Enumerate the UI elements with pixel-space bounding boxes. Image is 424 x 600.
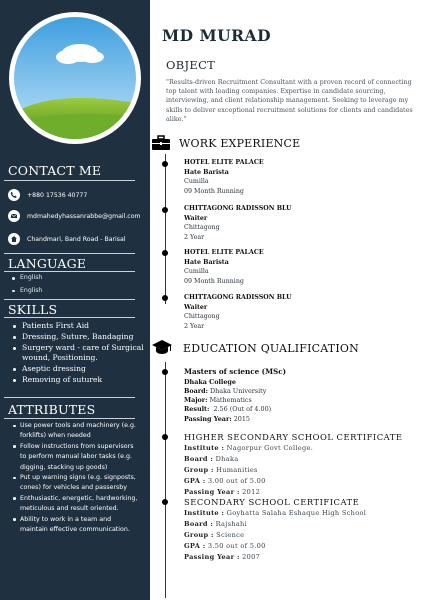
job-role: Hate Barista [184, 258, 229, 266]
timeline-dot [162, 250, 168, 256]
attribute-item: Follow instructions from supervisors to perform manual labor tasks (e.g. digging, stacking up goods) [12, 442, 140, 473]
board-line: Board: Dhaka University [184, 386, 267, 395]
skill-item: Surgery ward - care of Surgical wound, Positioning. [12, 343, 148, 365]
graduation-cap-icon [151, 338, 173, 356]
timeline-dot [162, 434, 168, 440]
board-line: Board : Dhaka [184, 455, 239, 463]
job-duration: 2 Year [184, 322, 205, 330]
timeline-dot [162, 499, 168, 505]
job-role: Waiter [184, 303, 208, 311]
language-item: English [12, 274, 42, 287]
education-entry-ssc [184, 496, 414, 563]
job-role: Hate Barista [184, 168, 229, 176]
timeline-dot [162, 295, 168, 301]
gpa-line: GPA : 3.50 out of 5.00 [184, 542, 266, 550]
job-employer: HOTEL ELITE PALACE [184, 159, 264, 166]
mail-icon [8, 210, 20, 222]
candidate-name: MD MURAD [162, 26, 272, 45]
skill-item: Aseptic dressing [12, 364, 148, 375]
job-employer: CHITTAGONG RADISSON BLU [184, 294, 292, 301]
divider [4, 253, 135, 254]
attributes-heading: ATTRIBUTES [8, 402, 96, 417]
objective-heading: OBJECT [166, 58, 216, 72]
job-entry [184, 158, 404, 196]
attribute-item: Use power tools and machinery (e.g. forklifts) when needed [12, 421, 140, 442]
degree-title: Masters of science (MSc) [184, 367, 287, 376]
major-line: Major: Mathematics [184, 396, 252, 405]
attribute-item: Put up warning signs (e.g. signposts, cones) for vehicles and passersby [12, 473, 140, 494]
passing-year-line: Passing Year : 2007 [184, 553, 261, 561]
divider [4, 418, 135, 419]
skill-item: Removing of suturek [12, 375, 148, 386]
job-duration: 2 Year [184, 233, 205, 241]
timeline-line [165, 154, 166, 304]
board-line: Board : Rajshahi [184, 520, 247, 528]
college-name: Dhaka College [184, 377, 236, 386]
skill-item: Dressing, Suture, Bandaging [12, 332, 148, 343]
sidebar [0, 0, 150, 600]
language-item: English [12, 287, 42, 300]
institute-line: Institute : Nagorpur Govt College. [184, 444, 314, 452]
contact-heading: CONTACT ME [8, 163, 102, 178]
education-heading: EDUCATION QUALIFICATION [183, 342, 359, 355]
email-text[interactable]: mdmahedyhassanrabbe@gmail.com [27, 212, 141, 220]
divider [4, 299, 135, 300]
result-line: Result: 2.56 (Out of 4.00) [184, 405, 272, 414]
passing-year-line: Passing Year : 2012 [184, 488, 261, 496]
job-duration: 09 Month Running [184, 187, 244, 195]
job-location: Chittagong [184, 224, 220, 231]
job-location: Cumilla [184, 178, 209, 185]
address-text: Chandmari, Band Road - Barisal [27, 235, 126, 243]
work-experience-heading: WORK EXPERIENCE [179, 137, 301, 150]
job-location: Cumilla [184, 268, 209, 275]
language-heading: LANGUAGE [8, 256, 87, 271]
job-entry [184, 293, 404, 331]
divider [4, 180, 135, 181]
skills-heading: SKILLS [8, 302, 58, 317]
institute-line: Institute : Goyhatta Salaha Eshaque High School [184, 509, 367, 517]
degree-title: SECONDARY SCHOOL CERTIFICATE [184, 497, 360, 507]
degree-title: HIGHER SECONDARY SCHOOL CERTIFICATE [184, 432, 403, 442]
job-location: Chittagong [184, 313, 220, 320]
profile-photo-frame [9, 12, 141, 144]
passing-year-line: Passing Year: 2015 [184, 414, 250, 423]
divider [4, 317, 135, 318]
attributes-list [12, 421, 140, 535]
language-list [12, 274, 42, 299]
contact-email [8, 210, 148, 222]
landscape-placeholder-icon [14, 17, 136, 139]
divider [4, 271, 135, 272]
contact-address [8, 233, 148, 245]
phone-icon [8, 189, 20, 201]
timeline-line [165, 362, 166, 598]
phone-text[interactable]: +880 17536 40777 [27, 191, 88, 199]
briefcase-icon [150, 134, 172, 152]
job-employer: CHITTAGONG RADISSON BLU [184, 205, 292, 212]
profile-photo-placeholder [14, 17, 136, 139]
job-role: Waiter [184, 214, 208, 222]
job-duration: 09 Month Running [184, 277, 244, 285]
objective-text: "Results-driven Recruitment Consultant with a proven record of connecting top talent with leading companies. Expertise in candidate sourcing, interviewing, and client relationship management. Seeking to leverage my skills to deliver exceptional recruitment solutions for clients and candidates alike." [166, 78, 413, 123]
contact-phone [8, 189, 148, 201]
skill-item: Patients First Aid [12, 321, 148, 332]
timeline-dot [162, 161, 168, 167]
education-entry-hsc [184, 431, 414, 498]
timeline-dot [162, 207, 168, 213]
attribute-item: Enthusiastic, energetic, hardworking, meticulous and result oriented. [12, 494, 140, 515]
group-line: Group : Humanities [184, 466, 258, 474]
job-entry [184, 204, 404, 242]
gpa-line: GPA : 3.00 out of 5.00 [184, 477, 266, 485]
job-employer: HOTEL ELITE PALACE [184, 249, 264, 256]
skills-list [12, 321, 148, 386]
home-icon [8, 233, 20, 245]
group-line: Group : Science [184, 531, 245, 539]
job-entry [184, 248, 404, 286]
attribute-item: Ability to work in a team and maintain effective communication. [12, 515, 140, 536]
timeline-dot [162, 369, 168, 375]
education-entry-masters [184, 367, 414, 424]
divider [4, 397, 135, 398]
